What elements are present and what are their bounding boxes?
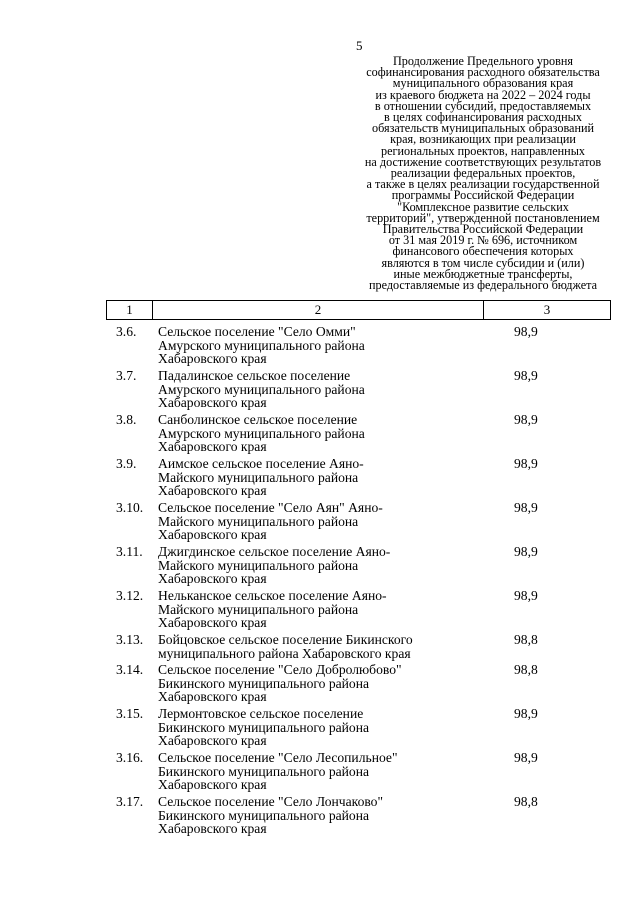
row-name-line: Аимское сельское поселение Аяно- xyxy=(158,456,364,471)
header-note-line: из краевого бюджета на 2022 – 2024 годы xyxy=(375,87,591,102)
row-value: 98,9 xyxy=(514,544,538,559)
row-name-line: Хабаровского края xyxy=(158,483,267,498)
row-number: 3.7. xyxy=(116,368,137,383)
row-name-line: Хабаровского края xyxy=(158,395,267,410)
row-name-line: Сельское поселение "Село Лончаково" xyxy=(158,794,384,809)
header-note-line: в целях софинансирования расходных xyxy=(384,110,582,125)
row-name-line: Сельское поселение "Село Аян" Аяно- xyxy=(158,500,383,515)
row-value: 98,8 xyxy=(514,632,538,647)
row-name-line: Майского муниципального района xyxy=(158,513,359,529)
row-number: 3.6. xyxy=(116,324,137,339)
column-header-2: 2 xyxy=(153,301,484,319)
row-name-line: Хабаровского края xyxy=(158,527,267,542)
row-name-line: Сельское поселение "Село Омми" xyxy=(158,324,356,339)
row-name xyxy=(158,795,458,836)
table-row xyxy=(106,791,611,835)
header-note-line: "Комплексное развитие сельских xyxy=(397,199,569,214)
header-note xyxy=(352,56,614,291)
row-value: 98,9 xyxy=(514,588,538,603)
row-name xyxy=(158,369,458,410)
row-name-line: Амурского муниципального района xyxy=(158,381,365,397)
row-name-line: Лермонтовское сельское поселение xyxy=(158,706,364,721)
row-name-line: Хабаровского края xyxy=(158,615,267,630)
row-number: 3.11. xyxy=(116,544,143,559)
header-note-line: территорий", утвержденной постановлением xyxy=(366,210,600,225)
row-name xyxy=(158,707,458,748)
row-name xyxy=(158,633,458,660)
row-name xyxy=(158,663,458,704)
row-value: 98,9 xyxy=(514,750,538,765)
table-row xyxy=(106,629,611,659)
table-row xyxy=(106,497,611,541)
table-row xyxy=(106,365,611,409)
row-name-line: Сельское поселение "Село Лесопильное" xyxy=(158,750,398,765)
header-note-line: реализации федеральных проектов, xyxy=(390,166,576,181)
row-name-line: Бикинского муниципального района xyxy=(158,719,370,735)
row-value: 98,9 xyxy=(514,412,538,427)
row-name-line: Падалинское сельское поселение xyxy=(158,368,351,383)
table-row xyxy=(106,453,611,497)
row-name xyxy=(158,413,458,454)
row-name-line: Майского муниципального района xyxy=(158,601,359,617)
row-name xyxy=(158,589,458,630)
row-name xyxy=(158,325,458,366)
table-row xyxy=(106,409,611,453)
header-note-line: на достижение соответствующих результатов xyxy=(364,154,602,169)
row-number: 3.14. xyxy=(116,662,144,677)
table-column-header xyxy=(106,300,611,320)
header-note-line: обязательств муниципальных образований xyxy=(371,121,595,136)
row-number: 3.8. xyxy=(116,412,137,427)
row-name-line: Хабаровского края xyxy=(158,777,267,792)
row-number: 3.10. xyxy=(116,500,144,515)
row-number: 3.9. xyxy=(116,456,137,471)
header-note-line: софинансирования расходного обязательства xyxy=(366,65,600,80)
header-note-line: региональных проектов, направленных xyxy=(381,143,585,158)
header-note-line: являются в том числе субсидии и (или) xyxy=(381,255,585,270)
row-name xyxy=(158,457,458,498)
row-name-line: Нельканское сельское поселение Аяно- xyxy=(158,588,387,603)
row-value: 98,8 xyxy=(514,662,538,677)
column-header-1: 1 xyxy=(107,301,153,319)
row-value: 98,8 xyxy=(514,794,538,809)
row-value: 98,9 xyxy=(514,456,538,471)
row-name-line: Хабаровского края xyxy=(158,571,267,586)
header-note-line: муниципального образования края xyxy=(392,76,574,91)
header-note-line: края, возникающих при реализации xyxy=(390,132,576,147)
row-name-line: Хабаровского края xyxy=(158,733,267,748)
row-name-line: Амурского муниципального района xyxy=(158,337,365,353)
row-number: 3.13. xyxy=(116,632,144,647)
column-header-3: 3 xyxy=(543,302,551,317)
header-note-line: предоставляемые из федерального бюджета xyxy=(368,278,598,293)
page-number: 5 xyxy=(356,38,363,53)
header-note-line: Правительства Российской Федерации xyxy=(382,222,584,237)
row-name-line: Хабаровского края xyxy=(158,689,267,704)
table-body xyxy=(106,321,611,835)
row-number: 3.16. xyxy=(116,750,144,765)
table-row xyxy=(106,585,611,629)
row-value: 98,9 xyxy=(514,368,538,383)
row-name-line: Бикинского муниципального района xyxy=(158,807,370,823)
row-name xyxy=(158,545,458,586)
table-row xyxy=(106,747,611,791)
header-note-line: от 31 мая 2019 г. № 696, источником xyxy=(388,233,578,248)
row-name xyxy=(158,751,458,792)
row-name-line: Амурского муниципального района xyxy=(158,425,365,441)
row-name-line: Бикинского муниципального района xyxy=(158,763,370,779)
table-row xyxy=(106,321,611,365)
header-note-line: в отношении субсидий, предоставляемых xyxy=(374,98,592,113)
table-row xyxy=(106,703,611,747)
row-value: 98,9 xyxy=(514,324,538,339)
table-row xyxy=(106,659,611,703)
header-note-line: иные межбюджетные трансферты, xyxy=(393,266,573,281)
row-value: 98,9 xyxy=(514,500,538,515)
header-note-line: программы Российской Федерации xyxy=(391,188,575,203)
row-number: 3.17. xyxy=(116,794,144,809)
row-name-line: Хабаровского края xyxy=(158,351,267,366)
row-name-line: Джигдинское сельское поселение Аяно- xyxy=(158,544,391,559)
row-name-line: Бикинского муниципального района xyxy=(158,675,370,691)
row-name-line: Майского муниципального района xyxy=(158,469,359,485)
row-value: 98,9 xyxy=(514,706,538,721)
row-name-line: Санболинское сельское поселение xyxy=(158,412,358,427)
row-name xyxy=(158,501,458,542)
header-note-line: а также в целях реализации государственной xyxy=(366,177,600,192)
table-row xyxy=(106,541,611,585)
row-name-line: Майского муниципального района xyxy=(158,557,359,573)
row-name-line: Бойцовское сельское поселение Бикинского xyxy=(158,632,413,647)
row-name-line: Хабаровского края xyxy=(158,439,267,454)
row-name-line: Хабаровского края xyxy=(158,821,267,836)
header-note-line: финансового обеспечения которых xyxy=(392,244,574,259)
row-name-line: муниципального района Хабаровского края xyxy=(158,645,411,661)
row-number: 3.15. xyxy=(116,706,144,721)
row-number: 3.12. xyxy=(116,588,144,603)
row-name-line: Сельское поселение "Село Добролюбово" xyxy=(158,662,402,677)
header-note-line: Продолжение Предельного уровня xyxy=(392,54,574,68)
